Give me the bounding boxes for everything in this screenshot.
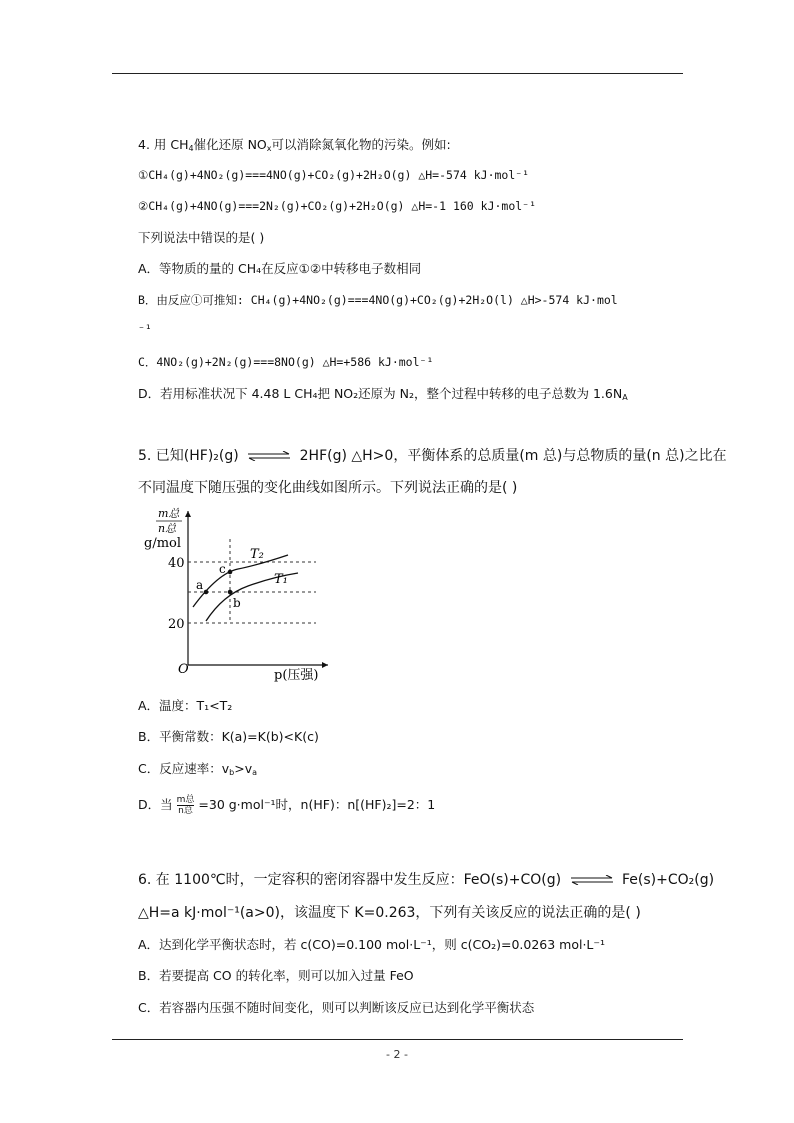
x-axis-arrow [322,662,328,668]
q4-reaction-2: ②CH₄(g)+4NO(g)===2N₂(g)+CO₂(g)+2H₂O(g) △H=-1 160 kJ·mol⁻¹ [138,199,537,213]
y-axis-arrow [185,511,191,517]
q4-option-b-line2: ⁻¹ [138,322,152,336]
q5-option-b: B．平衡常数：K(a)=K(b)<K(c) [138,729,319,744]
q4-option-a: A．等物质的量的 CH₄在反应①②中转移电子数相同 [138,261,422,276]
y-label-numerator: m总 [158,507,180,520]
q4-option-b-line1: B．由反应①可推知: CH₄(g)+4NO₂(g)===4NO(g)+CO₂(g)+2H₂O(l) △H>-574 kJ·mol [138,293,618,307]
q6-option-c: C．若容器内压强不随时间变化，则可以判断该反应已达到化学平衡状态 [138,1000,535,1015]
equilibrium-arrow-icon-2 [570,875,614,885]
y-label-denominator: n总 [158,522,177,535]
q5-stem-line1: 5. 已知(HF)₂(g) 2HF(g) △H>0，平衡体系的总质量(m 总)与总物质的量(n 总)之比在 [138,448,727,464]
q4-option-c: C．4NO₂(g)+2N₂(g)===8NO(g) △H=+586 kJ·mol⁻¹ [138,355,434,369]
y-tick-20: 20 [168,617,185,632]
y-tick-40: 40 [168,556,185,571]
q5-option-d: D．当 $\frac{\text{m总}}{\text{n总}}$ =30 g·mol⁻¹时，n(HF)：n[(HF)₂]=2：1 [138,795,436,816]
ratio-fraction: $\frac{\text{m总}}{\text{n总}}$ [176,795,195,816]
point-label-b: b [233,596,241,610]
q6-option-a: A．达到化学平衡状态时，若 c(CO)=0.100 mol·L⁻¹，则 c(CO₂)=0.0263 mol·L⁻¹ [138,937,605,952]
q4-stem: 4. 用 $CH_4$催化还原 $NO_x$可以消除氮氧化物的污染。例如: [138,137,451,153]
equilibrium-arrow-icon [247,451,291,461]
point-c [228,570,233,575]
pressure-chart [138,503,338,683]
q5-stem-line2: 不同温度下随压强的变化曲线如图所示。下列说法正确的是( ) [138,480,518,496]
q5-option-a: A．温度：T₁<T₂ [138,698,233,713]
origin-label: O [178,662,189,677]
q4-reaction-1: ①CH₄(g)+4NO₂(g)===4NO(g)+CO₂(g)+2H₂O(g) △H=-574 kJ·mol⁻¹ [138,168,530,182]
series-label-t1: T₁ [274,572,288,587]
series-label-t2: T₂ [250,547,264,562]
y-label-unit: g/mol [144,536,182,551]
point-label-a: a [196,578,204,592]
q4-option-d: D．若用标准状况下 4.48 L CH₄把 NO₂还原为 N₂，整个过程中转移的电子总数为 $1.6N_A$ [138,386,628,402]
q5-option-c: C．反应速率：$v_b>v_a$ [138,761,257,777]
q6-option-b: B．若要提高 CO 的转化率，则可以加入过量 FeO [138,968,414,983]
footer-rule [112,1039,683,1040]
page-number: - 2 - [386,1048,408,1061]
x-label: p(压强) [274,668,319,683]
q6-stem-line2: △H=a kJ·mol⁻¹(a>0)，该温度下 K=0.263，下列有关该反应的说法正确的是( ) [138,905,641,921]
header-rule [112,73,683,74]
q6-stem-line1: 6. 在 1100℃时，一定容积的密闭容器中发生反应：FeO(s)+CO(g) Fe(s)+CO₂(g) [138,872,715,888]
q4-question: 下列说法中错误的是( ) [138,230,265,245]
point-b [228,590,233,595]
point-label-c: c [219,562,226,576]
point-a [204,590,209,595]
